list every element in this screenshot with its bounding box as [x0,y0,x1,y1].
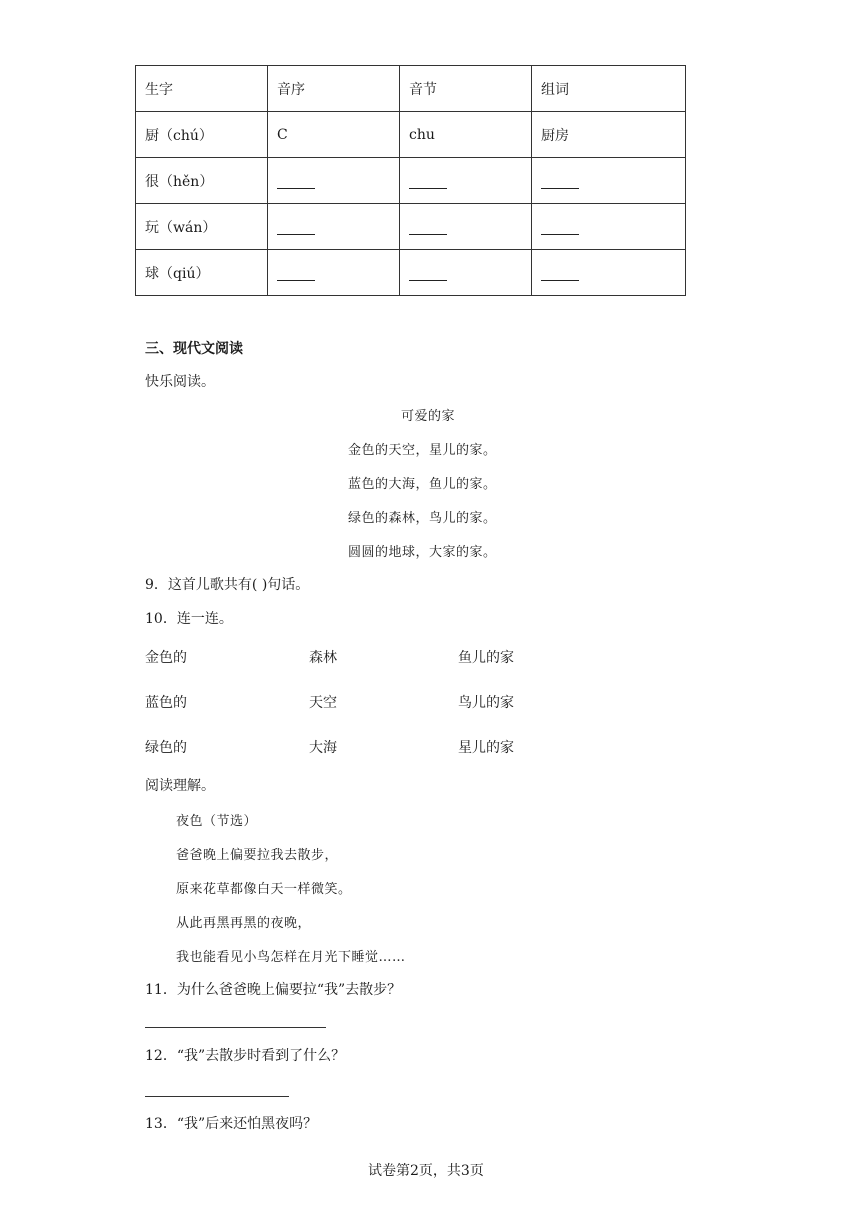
char-cell: 玩（wán） [136,204,268,250]
reading-comprehension-intro: 阅读理解。 [145,778,215,794]
answer-blank[interactable] [277,220,315,235]
page-footer: 试卷第2页，共3页 [368,1163,484,1179]
passage-line: 原来花草都像白天一样微笑。 [176,882,352,897]
table-row [136,250,686,296]
order-blank-cell[interactable] [268,204,400,250]
passage-line: 我也能看见小鸟怎样在月光下睡觉…… [176,950,406,965]
poem-line: 蓝色的大海，鱼儿的家。 [348,477,497,492]
match-left-item[interactable]: 绿色的 [145,740,187,756]
header-cell: 生字 [136,66,268,112]
answer-line-12[interactable] [145,1096,289,1097]
table-row [136,158,686,204]
answer-line-11[interactable] [145,1027,326,1028]
order-blank-cell[interactable] [268,158,400,204]
answer-blank[interactable] [409,220,447,235]
table-row [136,112,686,158]
order-cell: C [268,112,400,158]
match-right-item[interactable]: 鱼儿的家 [458,650,514,666]
syllable-cell: chu [400,112,532,158]
syllable-blank-cell[interactable] [400,204,532,250]
character-table [135,65,686,296]
match-middle-item[interactable]: 天空 [309,695,337,711]
section-heading: 三、现代文阅读 [145,341,243,357]
answer-blank[interactable] [277,174,315,189]
answer-blank[interactable] [541,220,579,235]
word-blank-cell[interactable] [532,250,686,296]
match-middle-item[interactable]: 森林 [309,650,337,666]
word-blank-cell[interactable] [532,204,686,250]
answer-blank[interactable] [541,174,579,189]
question-11: 11．为什么爸爸晚上偏要拉“我”去散步？ [145,982,402,998]
question-9: 9．这首儿歌共有( )句话。 [145,577,310,593]
char-cell: 很（hěn） [136,158,268,204]
match-middle-item[interactable]: 大海 [309,740,337,756]
header-cell: 音序 [268,66,400,112]
answer-blank[interactable] [541,266,579,281]
answer-blank[interactable] [409,174,447,189]
question-10: 10．连一连。 [145,611,233,627]
syllable-blank-cell[interactable] [400,158,532,204]
syllable-blank-cell[interactable] [400,250,532,296]
header-cell: 音节 [400,66,532,112]
reading-intro: 快乐阅读。 [145,374,215,390]
match-left-item[interactable]: 蓝色的 [145,695,187,711]
poem-line: 金色的天空，星儿的家。 [348,443,497,458]
answer-blank[interactable] [409,266,447,281]
word-cell: 厨房 [532,112,686,158]
match-right-item[interactable]: 星儿的家 [458,740,514,756]
table-row [136,204,686,250]
match-right-item[interactable]: 鸟儿的家 [458,695,514,711]
poem-line: 绿色的森林，鸟儿的家。 [348,511,497,526]
passage-line: 爸爸晚上偏要拉我去散步， [176,848,339,863]
poem-title: 可爱的家 [401,409,456,424]
table-header-row [136,66,686,112]
answer-blank[interactable] [277,266,315,281]
header-cell: 组词 [532,66,686,112]
passage-line: 从此再黑再黑的夜晚， [176,916,312,931]
match-left-item[interactable]: 金色的 [145,650,187,666]
poem-line: 圆圆的地球，大家的家。 [348,545,497,560]
char-cell: 球（qiú） [136,250,268,296]
question-13: 13．“我”后来还怕黑夜吗？ [145,1116,318,1132]
word-blank-cell[interactable] [532,158,686,204]
question-12: 12．“我”去散步时看到了什么？ [145,1048,346,1064]
char-cell: 厨（chú） [136,112,268,158]
order-blank-cell[interactable] [268,250,400,296]
passage-title: 夜色（节选） [176,814,258,829]
